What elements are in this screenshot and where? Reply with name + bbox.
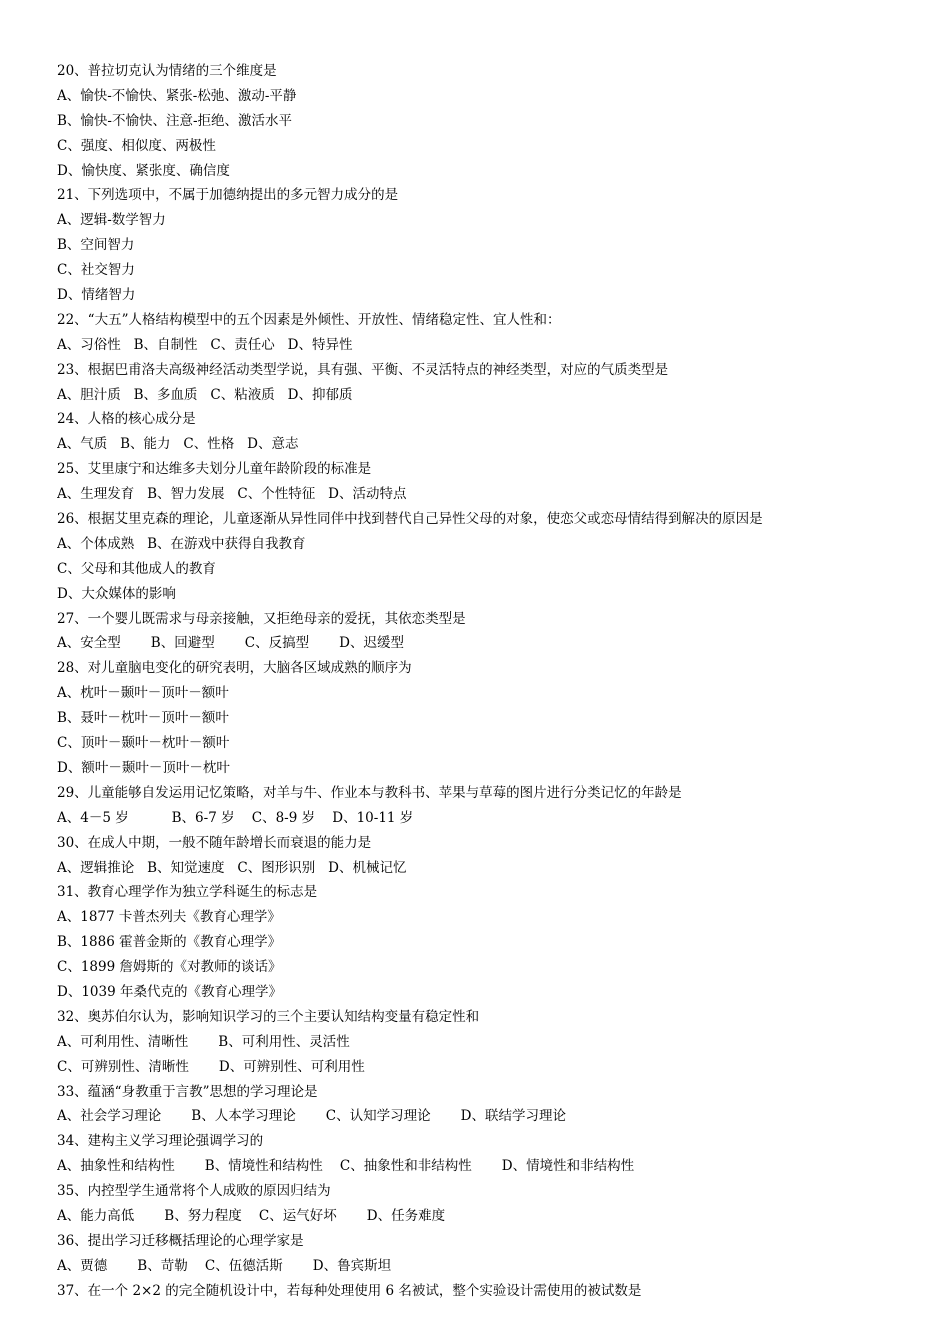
text-line: C、1899 詹姆斯的《对教师的谈话》 [57, 959, 282, 976]
text-line: D、大众媒体的影响 [57, 585, 176, 602]
text-line: B、愉快-不愉快、注意-拒绝、激活水平 [57, 112, 293, 129]
text-line: A、习俗性 B、自制性 C、责任心 D、特异性 [57, 336, 353, 353]
text-line: A、枕叶－颞叶－顶叶－额叶 [57, 685, 229, 702]
text-line: 30、在成人中期，一般不随年龄增长而衰退的能力是 [57, 834, 372, 851]
text-line: A、生理发育 B、智力发展 C、个性特征 D、活动特点 [57, 486, 407, 503]
text-line: 20、普拉切克认为情绪的三个维度是 [57, 63, 277, 79]
text-line: B、聂叶－枕叶－顶叶－额叶 [57, 710, 229, 727]
text-line: D、情绪智力 [57, 287, 136, 304]
text-line: A、贾德 B、苛勒 C、伍德活斯 D、鲁宾斯坦 [57, 1257, 392, 1274]
text-line: D、1039 年桑代克的《教育心理学》 [57, 983, 282, 1000]
text-line: 23、根据巴甫洛夫高级神经活动类型学说，具有强、平衡、不灵活特点的神经类型，对应的气质类型是 [57, 361, 669, 378]
text-line: D、额叶－颞叶－顶叶－枕叶 [57, 759, 230, 776]
text-line: A、胆汁质 B、多血质 C、粘液质 D、抑郁质 [57, 386, 353, 403]
text-line: 21、下列选项中，不属于加德纳提出的多元智力成分的是 [57, 187, 399, 204]
text-line: A、逻辑-数学智力 [57, 212, 166, 229]
text-line: A、个体成熟 B、在游戏中获得自我教育 [57, 535, 306, 552]
document-page [57, 59, 917, 1304]
text-line: C、父母和其他成人的教育 [57, 560, 216, 577]
text-line: A、能力高低 B、努力程度 C、运气好坏 D、任务难度 [57, 1207, 446, 1224]
text-line: C、强度、相似度、两极性 [57, 137, 216, 154]
text-line: A、抽象性和结构性 B、情境性和结构性 C、抽象性和非结构性 D、情境性和非结构性 [57, 1158, 635, 1175]
text-line: 34、建构主义学习理论强调学习的 [57, 1133, 264, 1150]
text-line: 22、“大五”人格结构模型中的五个因素是外倾性、开放性、情绪稳定性、宜人性和： [57, 311, 561, 328]
text-line: C、社交智力 [57, 262, 135, 279]
text-line: B、1886 霍普金斯的《教育心理学》 [57, 934, 282, 951]
text-line: A、安全型 B、回避型 C、反搞型 D、迟缓型 [57, 635, 404, 652]
text-line: 26、根据艾里克森的理论，儿童逐渐从异性同伴中找到替代自己异性父母的对象，使恋父或恋母情结得到解决的原因是 [57, 511, 763, 528]
text-line: A、社会学习理论 B、人本学习理论 C、认知学习理论 D、联结学习理论 [57, 1108, 566, 1125]
text-line: C、顶叶－颞叶－枕叶－额叶 [57, 735, 230, 752]
text-line: 31、教育心理学作为独立学科诞生的标志是 [57, 884, 318, 901]
text-line: 28、对儿童脑电变化的研究表明，大脑各区域成熟的顺序为 [57, 660, 412, 677]
text-line: A、愉快-不愉快、紧张-松弛、激动-平静 [57, 87, 297, 104]
text-line: A、4－5 岁 B、6-7 岁 C、8-9 岁 D、10-11 岁 [57, 809, 414, 826]
text-line: 37、在一个 2×2 的完全随机设计中，若每种处理使用 6 名被试，整个实验设计需使用的被试数是 [57, 1282, 642, 1299]
text-line: 33、蕴涵“身教重于言教”思想的学习理论是 [57, 1083, 318, 1100]
text-line: 27、一个婴儿既需求与母亲接触，又拒绝母亲的爱抚，其依恋类型是 [57, 610, 466, 627]
text-line: A、1877 卡普杰列夫《教育心理学》 [57, 909, 281, 926]
text-line: 25、艾里康宁和达维多夫划分儿童年龄阶段的标准是 [57, 461, 372, 478]
text-line: B、空间智力 [57, 237, 135, 254]
text-line: 32、奥苏伯尔认为，影响知识学习的三个主要认知结构变量有稳定性和 [57, 1008, 480, 1025]
text-line: 36、提出学习迁移概括理论的心理学家是 [57, 1232, 304, 1249]
text-line: D、愉快度、紧张度、确信度 [57, 162, 230, 179]
text-line: A、可利用性、清晰性 B、可利用性、灵活性 [57, 1033, 350, 1050]
text-line: A、逻辑推论 B、知觉速度 C、图形识别 D、机械记忆 [57, 859, 407, 876]
text-line: A、气质 B、能力 C、性格 D、意志 [57, 436, 299, 453]
text-line: 29、儿童能够自发运用记忆策略，对羊与牛、作业本与教科书、苹果与草莓的图片进行分类记忆的年龄是 [57, 784, 682, 801]
text-line: C、可辨别性、清晰性 D、可辨别性、可利用性 [57, 1058, 365, 1075]
text-line: 24、人格的核心成分是 [57, 411, 196, 428]
text-line: 35、内控型学生通常将个人成败的原因归结为 [57, 1183, 331, 1200]
